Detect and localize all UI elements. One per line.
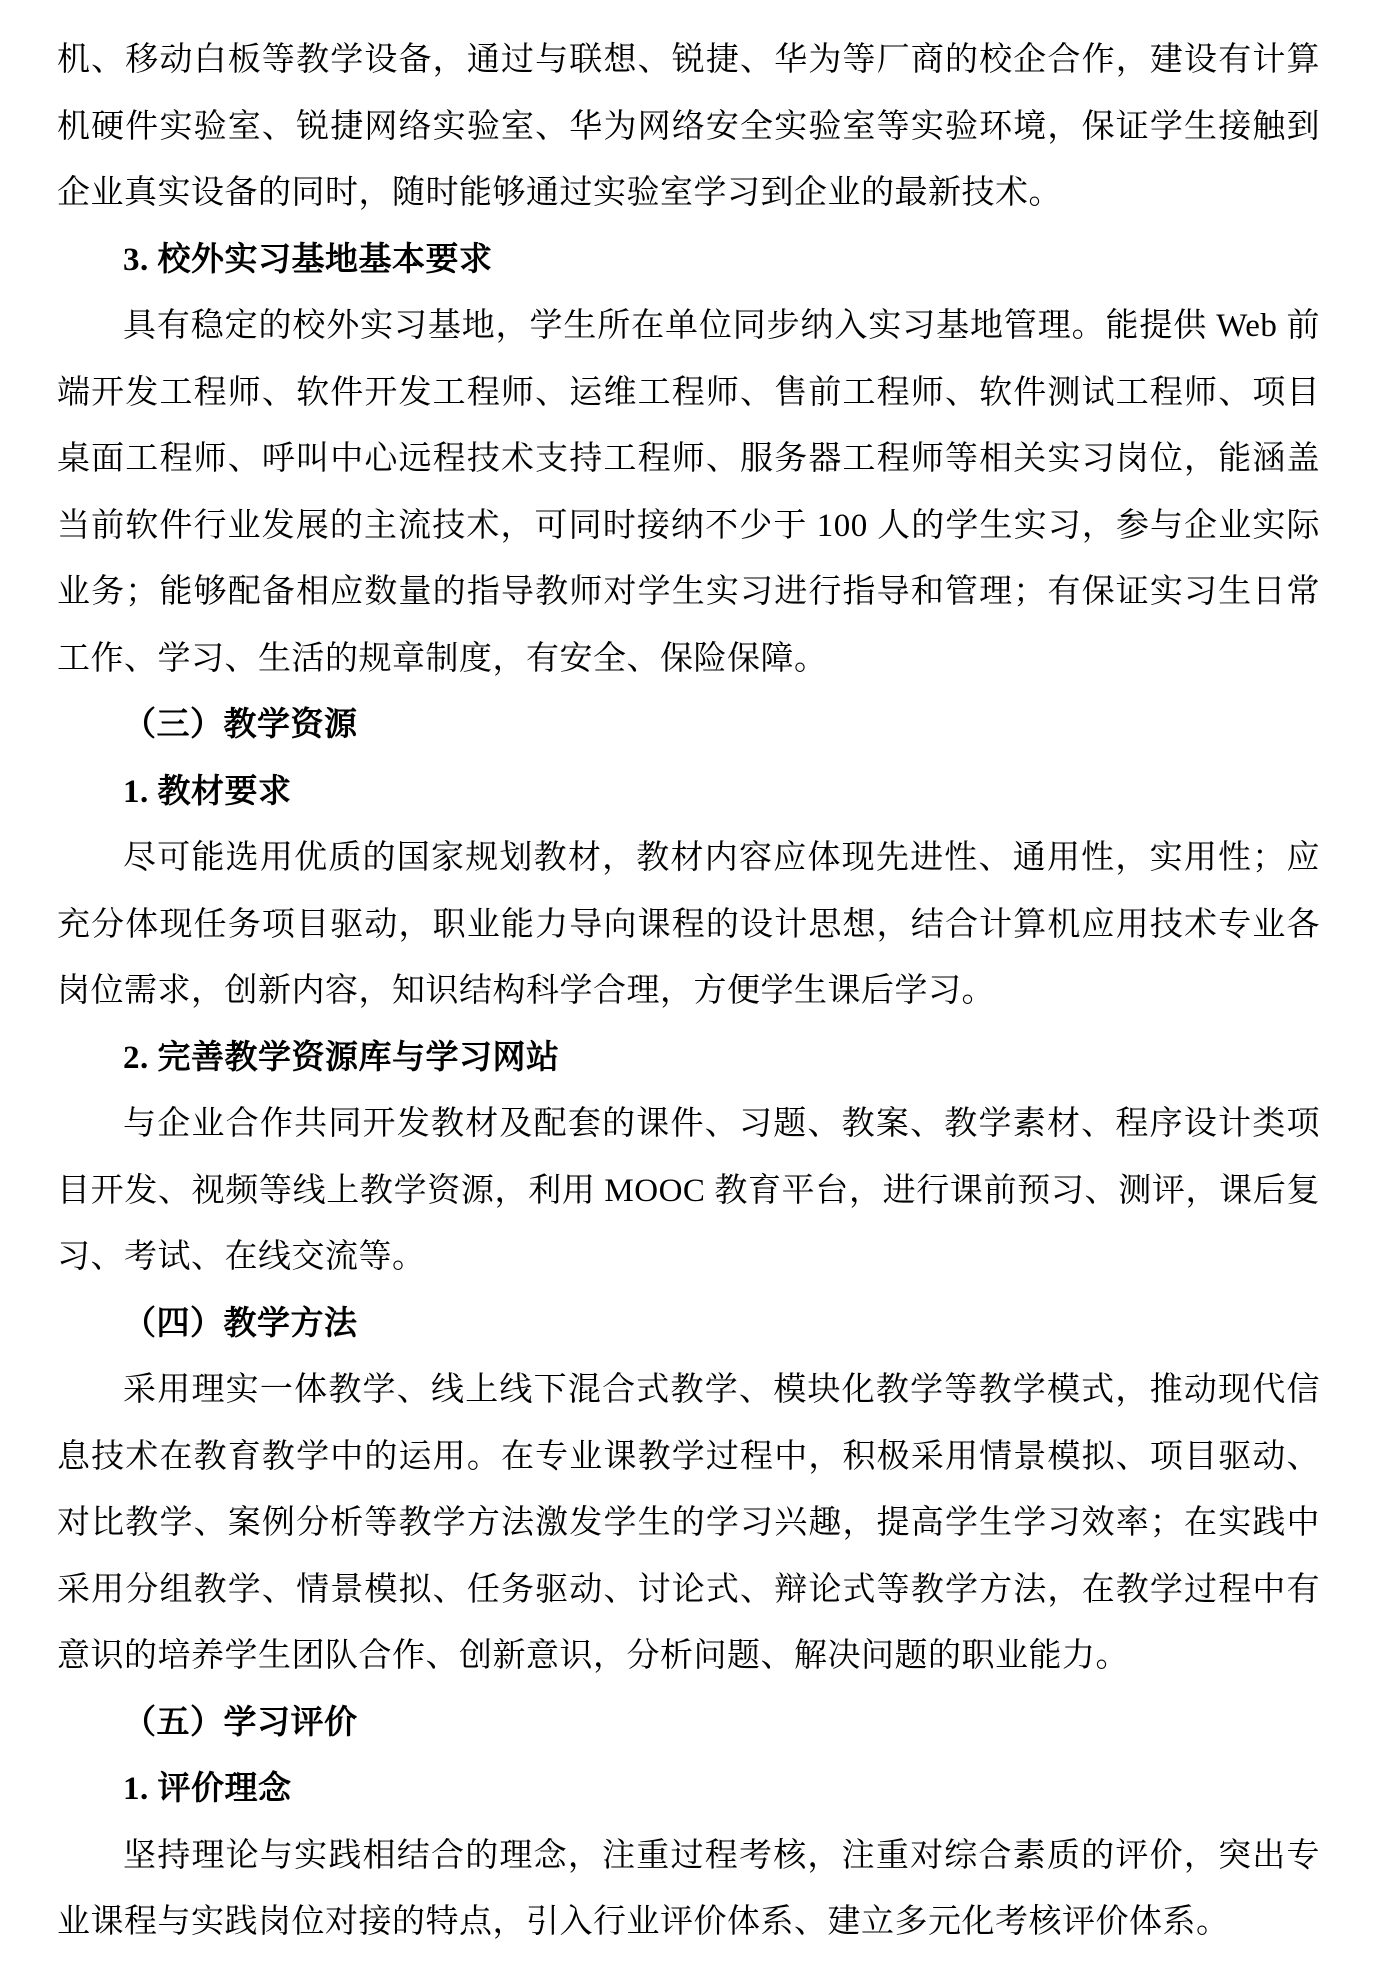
document-content [57,27,1320,1956]
body-paragraph-practice-base: 具有稳定的校外实习基地，学生所在单位同步纳入实习基地管理。能提供 Web 前端开发工程师、软件开发工程师、运维工程师、售前工程师、软件测试工程师、项目桌面工程师、呼叫中心远程技术支持工程师、服务器工程师等相关实习岗位，能涵盖当前软件行业发展的主流技术，可同时接纳不少于 100 人的学生实习，参与企业实际业务；能够配备相应数量的指导教师对学生实习进行指导和管理；有保证实习生日常工作、学习、生活的规章制度，有安全、保险保障。 [57,308,1320,677]
heading-1-evaluation-philosophy: 1. 评价理念 [123,1771,292,1807]
heading-2-resource-library-website: 2. 完善教学资源库与学习网站 [123,1039,560,1076]
heading-section-4-teaching-methods: （四）教学方法 [123,1305,358,1342]
heading-3-offcampus-practice-base: 3. 校外实习基地基本要求 [123,241,493,278]
heading-section-3-teaching-resources: （三）教学资源 [123,707,358,743]
heading-1-textbook-requirements: 1. 教材要求 [123,773,292,810]
body-paragraph-continuation: 机、移动白板等教学设备，通过与联想、锐捷、华为等厂商的校企合作，建设有计算机硬件实验室、锐捷网络实验室、华为网络安全实验室等实验环境，保证学生接触到企业真实设备的同时，随时能够通过实验室学习到企业的最新技术。 [57,42,1320,211]
body-paragraph-resource-library: 与企业合作共同开发教材及配套的课件、习题、教案、教学素材、程序设计类项目开发、视频等线上教学资源，利用 MOOC 教育平台，进行课前预习、测评，课后复习、考试、在线交流等。 [57,1106,1320,1275]
heading-section-5-learning-evaluation: （五）学习评价 [123,1704,358,1741]
body-paragraph-textbook-requirements: 尽可能选用优质的国家规划教材，教材内容应体现先进性、通用性，实用性；应充分体现任务项目驱动，职业能力导向课程的设计思想，结合计算机应用技术专业各岗位需求，创新内容，知识结构科学合理，方便学生课后学习。 [57,840,1320,1009]
body-paragraph-teaching-methods: 采用理实一体教学、线上线下混合式教学、模块化教学等教学模式，推动现代信息技术在教育教学中的运用。在专业课教学过程中，积极采用情景模拟、项目驱动、对比教学、案例分析等教学方法激发学生的学习兴趣，提高学生学习效率；在实践中采用分组教学、情景模拟、任务驱动、讨论式、辩论式等教学方法，在教学过程中有意识的培养学生团队合作、创新意识，分析问题、解决问题的职业能力。 [57,1372,1320,1674]
body-paragraph-evaluation-philosophy: 坚持理论与实践相结合的理念，注重过程考核，注重对综合素质的评价，突出专业课程与实践岗位对接的特点，引入行业评价体系、建立多元化考核评价体系。 [57,1837,1320,1940]
